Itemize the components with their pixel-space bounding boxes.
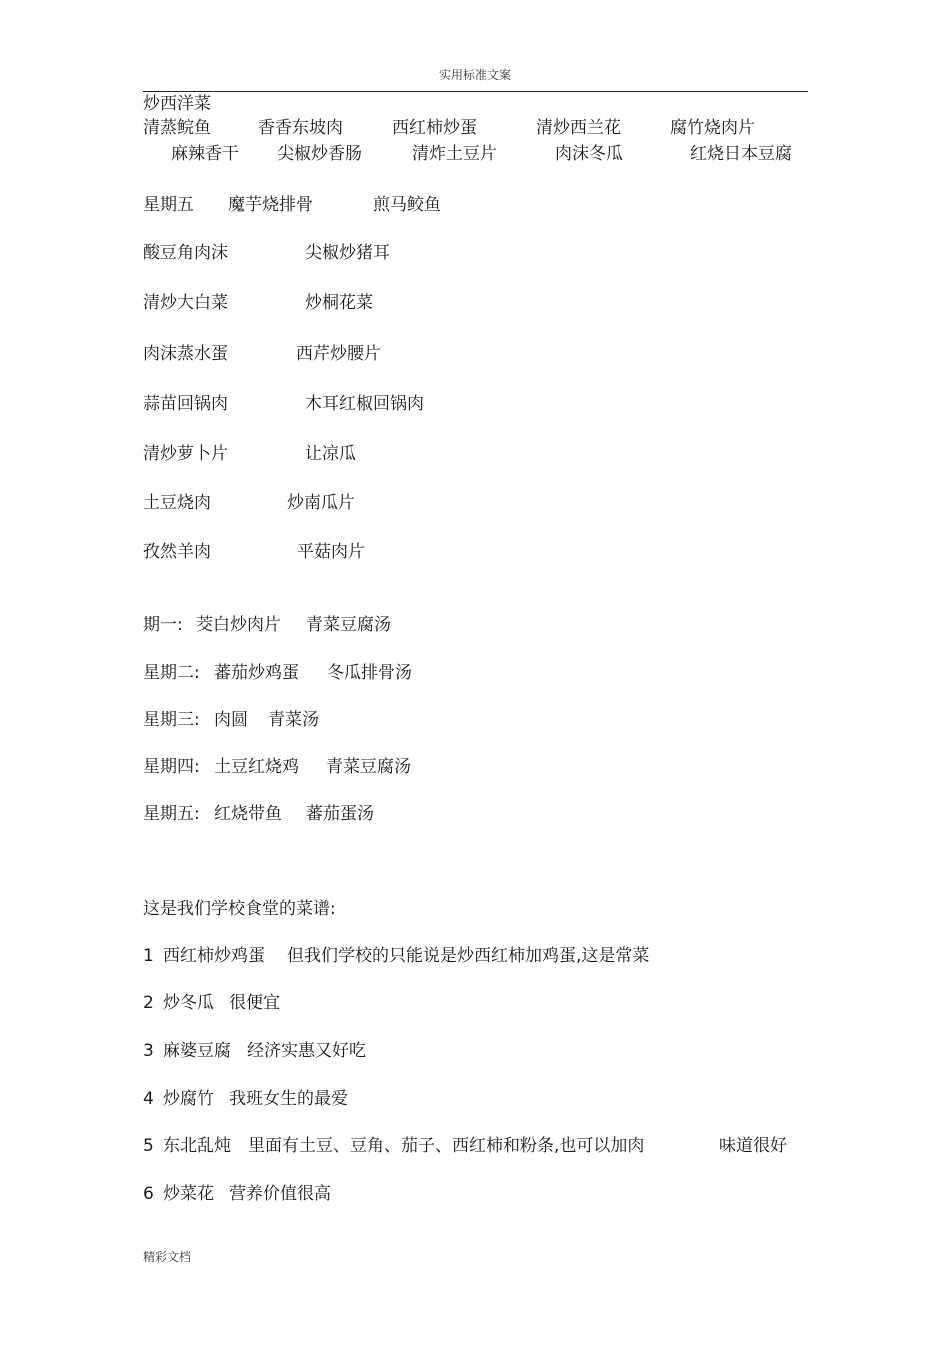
dish: 红烧日本豆腐 [690, 144, 792, 164]
dish: 蕃茄炒鸡蛋 [214, 663, 299, 683]
day-label: 星期四: [143, 757, 200, 777]
dish: 肉圆 [214, 710, 248, 730]
day-label: 星期五: [143, 804, 200, 824]
dish: 西红柿炒蛋 [392, 118, 477, 138]
comment: 经济实惠又好吃 [247, 1041, 366, 1061]
dish: 让凉瓜 [305, 444, 356, 464]
intro-text: 这是我们学校食堂的菜谱: [143, 899, 336, 919]
day-label: 星期二: [143, 663, 200, 683]
item-number: 4 [143, 1089, 154, 1109]
dish: 炒菜花 [163, 1184, 214, 1204]
day-label: 期一: [143, 615, 183, 635]
dish: 清炒萝卜片 [143, 444, 228, 464]
header-rule [143, 91, 808, 92]
comment: 我班女生的最爱 [229, 1089, 348, 1109]
dish: 煎马鲛鱼 [373, 195, 441, 215]
comment: 很便宜 [229, 993, 280, 1013]
soup: 青菜豆腐汤 [326, 757, 411, 777]
dish: 土豆红烧鸡 [214, 757, 299, 777]
dish: 尖椒炒猪耳 [305, 243, 390, 263]
comment: 但我们学校的只能说是炒西红柿加鸡蛋,这是常菜 [287, 946, 650, 966]
dish: 蒜苗回锅肉 [143, 394, 228, 414]
dish: 东北乱炖 [163, 1136, 231, 1156]
day-label: 星期三: [143, 710, 200, 730]
item-number: 6 [143, 1184, 154, 1204]
dish: 平菇肉片 [297, 542, 365, 562]
dish: 炒南瓜片 [287, 493, 355, 513]
item-number: 2 [143, 993, 154, 1013]
item-number: 3 [143, 1041, 154, 1061]
dish: 麻婆豆腐 [163, 1041, 231, 1061]
dish: 茭白炒肉片 [196, 615, 281, 635]
dish: 土豆烧肉 [143, 493, 211, 513]
dish: 清蒸鲩鱼 [143, 118, 211, 138]
item-number: 5 [143, 1136, 154, 1156]
dish: 孜然羊肉 [143, 542, 211, 562]
page-header: 实用标准文案 [438, 68, 511, 82]
dish: 炒冬瓜 [163, 993, 214, 1013]
dish: 炒桐花菜 [305, 293, 373, 313]
dish: 西芹炒腰片 [296, 344, 381, 364]
dish: 清炒西兰花 [536, 118, 621, 138]
comment: 味道很好 [719, 1136, 787, 1156]
dish: 麻辣香干 [171, 144, 239, 164]
dish: 炒腐竹 [163, 1089, 214, 1109]
dish: 西红柿炒鸡蛋 [163, 946, 265, 966]
dish: 肉沫蒸水蛋 [143, 344, 228, 364]
heading: 炒西洋菜 [143, 94, 211, 114]
soup: 青菜豆腐汤 [306, 615, 391, 635]
dish: 木耳红椒回锅肉 [305, 394, 424, 414]
dish: 腐竹烧肉片 [670, 118, 755, 138]
page-footer: 精彩文档 [143, 1250, 192, 1264]
day-label: 星期五 [143, 195, 194, 215]
dish: 肉沫冬瓜 [555, 144, 623, 164]
item-number: 1 [143, 946, 154, 966]
comment: 营养价值很高 [229, 1184, 331, 1204]
dish: 红烧带鱼 [214, 804, 282, 824]
dish: 尖椒炒香肠 [277, 144, 362, 164]
dish: 魔芋烧排骨 [228, 195, 313, 215]
dish: 香香东坡肉 [258, 118, 343, 138]
soup: 青菜汤 [268, 710, 319, 730]
soup: 蕃茄蛋汤 [306, 804, 374, 824]
dish: 酸豆角肉沫 [143, 243, 228, 263]
dish: 清炸土豆片 [412, 144, 497, 164]
comment: 里面有土豆、豆角、茄子、西红柿和粉条,也可以加肉 [248, 1136, 645, 1156]
dish: 清炒大白菜 [143, 293, 228, 313]
soup: 冬瓜排骨汤 [327, 663, 412, 683]
